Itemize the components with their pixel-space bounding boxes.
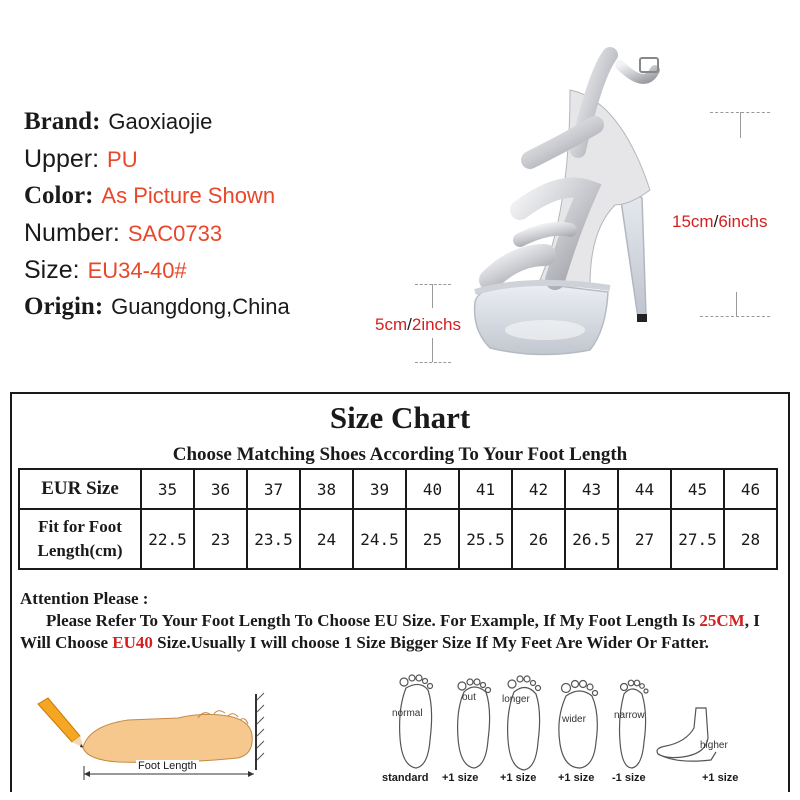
origin-value: Guangdong,China	[111, 294, 290, 319]
size-value: EU34-40#	[87, 258, 187, 283]
foot-length-cell: 22.5	[141, 509, 194, 569]
foot-length-label: Foot Length	[138, 760, 197, 772]
spec-list	[24, 108, 290, 330]
size-chart-title: Size Chart	[329, 400, 471, 435]
attention-body	[20, 610, 770, 654]
spec-brand	[24, 108, 290, 145]
foot-length-cell: 26.5	[565, 509, 618, 569]
foot-length-cell: 24.5	[353, 509, 406, 569]
heel-bottom-tick	[700, 316, 770, 317]
upper-label: Upper:	[24, 145, 100, 173]
platform-bottom-tick	[415, 362, 451, 363]
eur-size-cell: 36	[194, 469, 247, 509]
number-value: SAC0733	[127, 221, 223, 246]
eur-size-header: EUR Size	[19, 469, 141, 509]
color-value: As Picture Shown	[101, 183, 276, 208]
pencil-icon	[38, 698, 84, 748]
eur-size-cell: 41	[459, 469, 512, 509]
foot-length-header-line1: Fit for Foot	[38, 517, 122, 536]
number-label: Number:	[24, 219, 120, 247]
eur-size-cell: 38	[300, 469, 353, 509]
spec-number	[24, 219, 290, 256]
foot-type-out-label: out	[462, 692, 476, 703]
heel-top-arrow	[740, 112, 741, 138]
eur-size-cell: 43	[565, 469, 618, 509]
brand-label: Brand:	[24, 108, 101, 135]
size-label: Size:	[24, 256, 80, 284]
eur-size-cell: 45	[671, 469, 724, 509]
attention-text-3: Size.Usually I will choose 1 Size Bigger Size If My Feet Are Wider Or Fatter.	[152, 633, 709, 652]
heel-inch: 6inchs	[718, 212, 768, 231]
platform-bottom-arrow	[432, 338, 433, 362]
foot-type-narrow-label: narrow	[614, 710, 645, 721]
foot-length-cell: 24	[300, 509, 353, 569]
size-chart-subtitle: Choose Matching Shoes According To Your Foot Length	[172, 444, 628, 465]
foot-measure-illustration	[28, 690, 268, 790]
foot-wider-icon	[559, 691, 597, 768]
attention-text-1: Please Refer To Your Foot Length To Choose EU Size. For Example, If My Foot Length Is	[46, 611, 700, 630]
eur-size-cell: 35	[141, 469, 194, 509]
heel-height-label	[672, 212, 767, 232]
foot-length-cell: 27	[618, 509, 671, 569]
spec-origin	[24, 293, 290, 330]
foot-length-header	[19, 509, 141, 569]
platform-cm: 5cm	[375, 315, 408, 334]
eur-size-row	[19, 469, 777, 509]
foot-type-wider-label: wider	[562, 714, 586, 725]
foot-type-longer-label: longer	[502, 694, 530, 705]
brand-value: Gaoxiaojie	[108, 109, 213, 134]
attention-title: Attention Please :	[20, 589, 149, 608]
eur-size-cell: 37	[247, 469, 300, 509]
platform-top-tick	[415, 284, 451, 285]
foot-type-higher-size: +1 size	[702, 772, 739, 784]
foot-length-row	[19, 509, 777, 569]
foot-type-out-size: +1 size	[442, 772, 479, 784]
foot-length-cell: 23	[194, 509, 247, 569]
attention-note	[20, 588, 770, 654]
eur-size-cell: 40	[406, 469, 459, 509]
platform-inch: 2inchs	[411, 315, 461, 334]
foot-type-higher-label: higher	[700, 740, 728, 751]
foot-type-standard-size: standard	[382, 772, 429, 784]
platform-slash: /	[407, 315, 412, 334]
heel-top-tick	[710, 112, 770, 113]
foot-length-cell: 27.5	[671, 509, 724, 569]
heel-bottom-arrow	[736, 292, 737, 316]
attention-text-2: , I Will Choose	[20, 611, 760, 652]
heel-slash: /	[713, 212, 719, 231]
attention-highlight-25cm: 25CM	[699, 611, 745, 630]
color-label: Color:	[24, 182, 94, 209]
platform-height-label	[375, 315, 461, 335]
foot-type-normal-label: normal	[392, 708, 423, 719]
size-table	[18, 468, 778, 570]
foot-type-narrow-size: -1 size	[612, 772, 646, 784]
heel-cm: 15cm	[672, 212, 714, 231]
foot-narrow-icon	[620, 689, 646, 768]
foot-normal-icon	[400, 684, 432, 768]
foot-type-longer-size: +1 size	[500, 772, 537, 784]
spec-size	[24, 256, 290, 293]
eur-size-cell: 39	[353, 469, 406, 509]
foot-length-cell: 28	[724, 509, 777, 569]
attention-highlight-eu40: EU40	[112, 633, 153, 652]
foot-type-guide	[376, 668, 786, 788]
spec-upper	[24, 145, 290, 182]
foot-length-cell: 26	[512, 509, 565, 569]
foot-measure-drawing	[28, 690, 268, 790]
eur-size-cell: 46	[724, 469, 777, 509]
spec-color	[24, 182, 290, 219]
foot-length-header-line2: Length(cm)	[37, 541, 123, 560]
eur-size-cell: 42	[512, 469, 565, 509]
foot-length-cell: 25	[406, 509, 459, 569]
origin-label: Origin:	[24, 293, 104, 320]
upper-value: PU	[107, 147, 138, 172]
foot-length-cell: 25.5	[459, 509, 512, 569]
eur-size-cell: 44	[618, 469, 671, 509]
platform-top-arrow	[432, 284, 433, 308]
foot-type-wider-size: +1 size	[558, 772, 595, 784]
foot-length-cell: 23.5	[247, 509, 300, 569]
